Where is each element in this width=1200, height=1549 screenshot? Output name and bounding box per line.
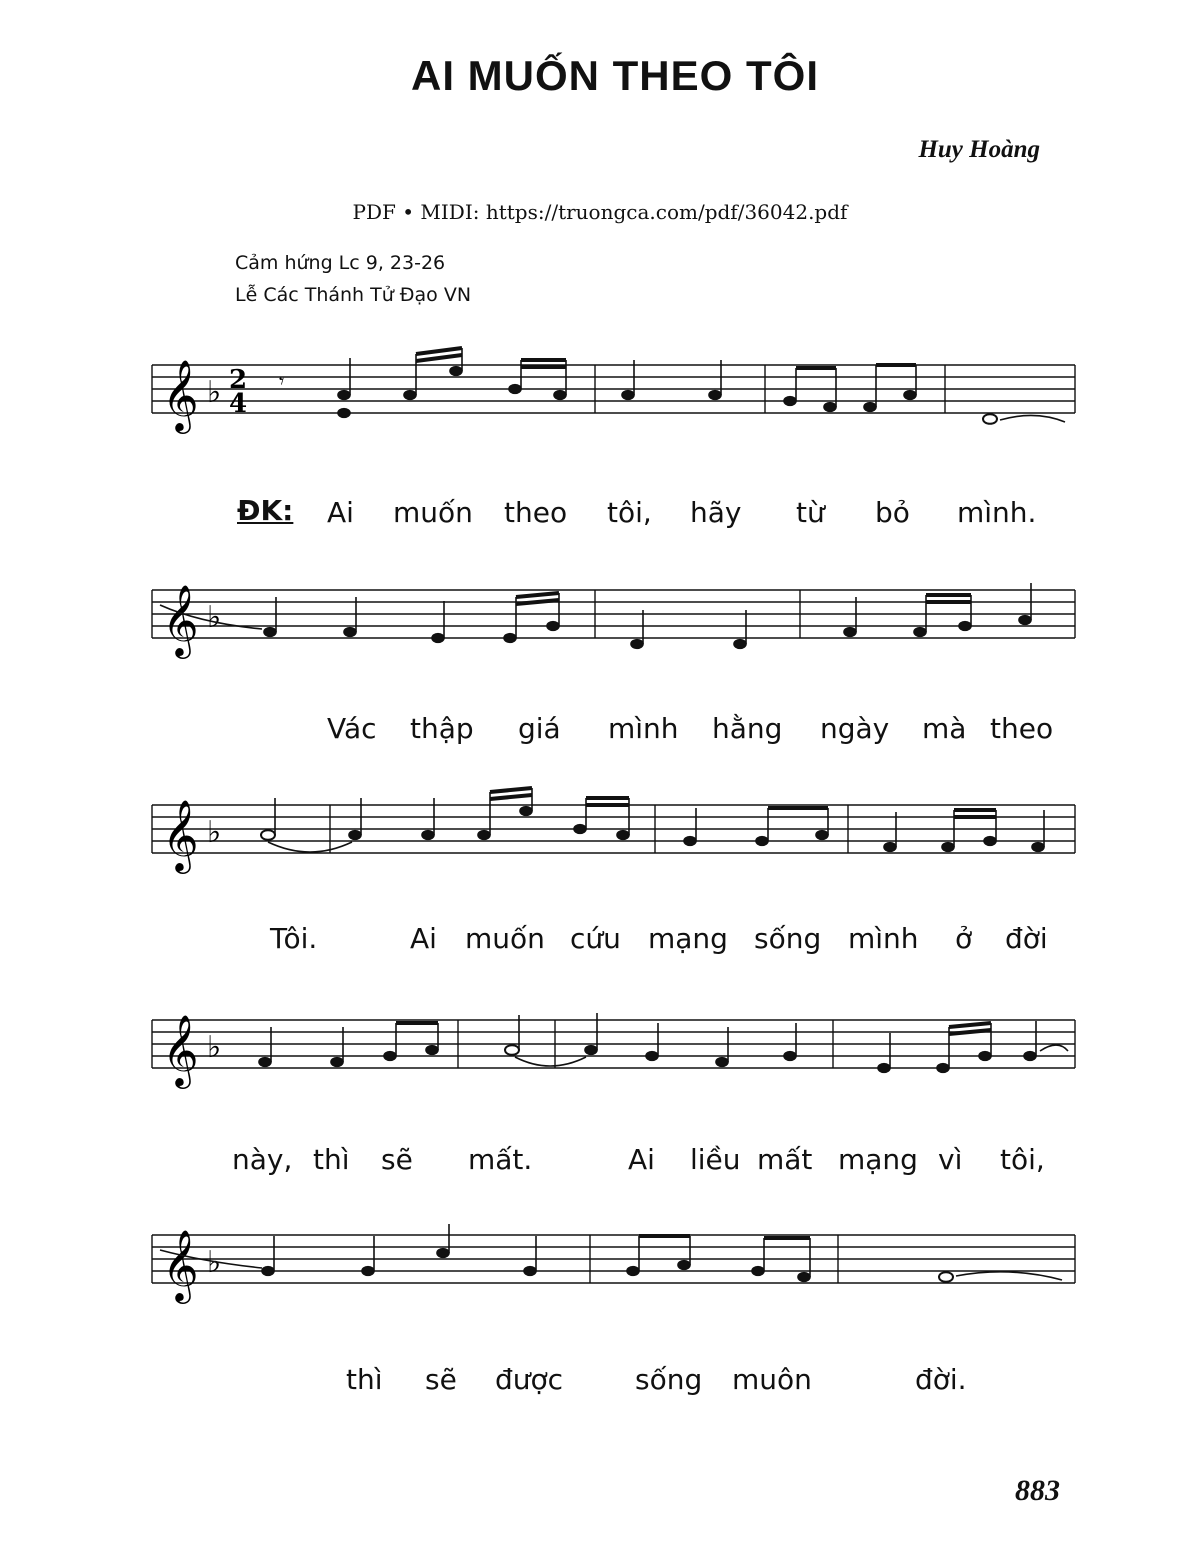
lyric-word: mình — [848, 922, 919, 955]
lyric-word: Tôi. — [270, 922, 318, 955]
lyric-word: giá — [518, 712, 561, 745]
lyric-word: được — [495, 1363, 564, 1396]
treble-clef-icon: 𝄞 — [162, 1013, 199, 1086]
lyric-word: sống — [754, 922, 822, 955]
flat-icon: ♭ — [207, 1030, 222, 1065]
flat-icon: ♭ — [207, 600, 222, 635]
lyric-word: Ai — [410, 922, 437, 955]
treble-clef-icon: 𝄞 — [162, 1228, 199, 1301]
lyric-word: từ — [796, 496, 825, 529]
lyric-word: ngày — [820, 712, 890, 745]
lyric-word: thì — [313, 1143, 350, 1176]
lyric-word: bỏ — [875, 496, 910, 529]
lyric-word: muốn — [465, 922, 545, 955]
music-staff-3 — [0, 780, 1200, 900]
lyric-word: vì — [938, 1143, 963, 1176]
lyric-word: sống — [635, 1363, 703, 1396]
lyric-word: sẽ — [425, 1363, 457, 1396]
lyric-word: ở — [955, 922, 973, 955]
lyric-word: mất — [757, 1143, 813, 1176]
flat-icon: ♭ — [207, 375, 222, 410]
lyric-word: liều — [690, 1143, 741, 1176]
treble-clef-icon: 𝄞 — [162, 358, 199, 431]
occasion-note: Lễ Các Thánh Tử Đạo VN — [235, 284, 472, 306]
lyric-word: tôi, — [1000, 1143, 1045, 1176]
treble-clef-icon: 𝄞 — [162, 798, 199, 871]
lyric-word: mình. — [957, 496, 1037, 529]
lyric-word: thì — [346, 1363, 383, 1396]
lyric-word: mình — [608, 712, 679, 745]
song-title: AI MUỐN THEO TÔI — [411, 52, 819, 99]
music-staff-1 — [0, 340, 1200, 460]
music-staff-4 — [0, 995, 1200, 1115]
lyric-word: Vác — [327, 712, 377, 745]
lyric-word: mất. — [468, 1143, 533, 1176]
time-signature-bottom: 4 — [229, 389, 248, 419]
inspiration-note: Cảm hứng Lc 9, 23-26 — [235, 252, 446, 274]
source-link[interactable]: PDF • MIDI: https://truongca.com/pdf/36042.pdf — [352, 200, 848, 224]
lyric-word: mà — [922, 712, 967, 745]
lyric-word: muốn — [393, 496, 473, 529]
lyric-word: theo — [990, 712, 1054, 745]
page-number: 883 — [1015, 1474, 1060, 1507]
lyric-word: hãy — [690, 496, 742, 529]
lyric-word: cứu — [570, 922, 621, 955]
lyric-word: mạng — [648, 922, 728, 955]
lyric-word: Ai — [628, 1143, 655, 1176]
lyric-word: đời. — [915, 1363, 967, 1396]
lyric-word: hằng — [712, 712, 783, 745]
flat-icon: ♭ — [207, 1245, 222, 1280]
lyric-word: Ai — [327, 496, 354, 529]
lyric-word: mạng — [838, 1143, 918, 1176]
lyric-word: tôi, — [607, 496, 652, 529]
lyric-word: sẽ — [381, 1143, 413, 1176]
lyric-word: muôn — [732, 1363, 812, 1396]
music-staff-5 — [0, 1210, 1200, 1330]
lyric-word: này, — [232, 1143, 293, 1176]
flat-icon: ♭ — [207, 815, 222, 850]
lyric-word: thập — [410, 712, 474, 745]
lyric-word: đời — [1005, 922, 1048, 955]
lyric-word: theo — [504, 496, 568, 529]
treble-clef-icon: 𝄞 — [162, 583, 199, 656]
refrain-label: ĐK: — [237, 494, 294, 527]
music-staff-2 — [0, 565, 1200, 685]
time-signature-top: 2 — [229, 365, 248, 395]
eighth-rest-icon: 𝄾 — [279, 369, 285, 393]
composer-name: Huy Hoàng — [918, 136, 1040, 163]
